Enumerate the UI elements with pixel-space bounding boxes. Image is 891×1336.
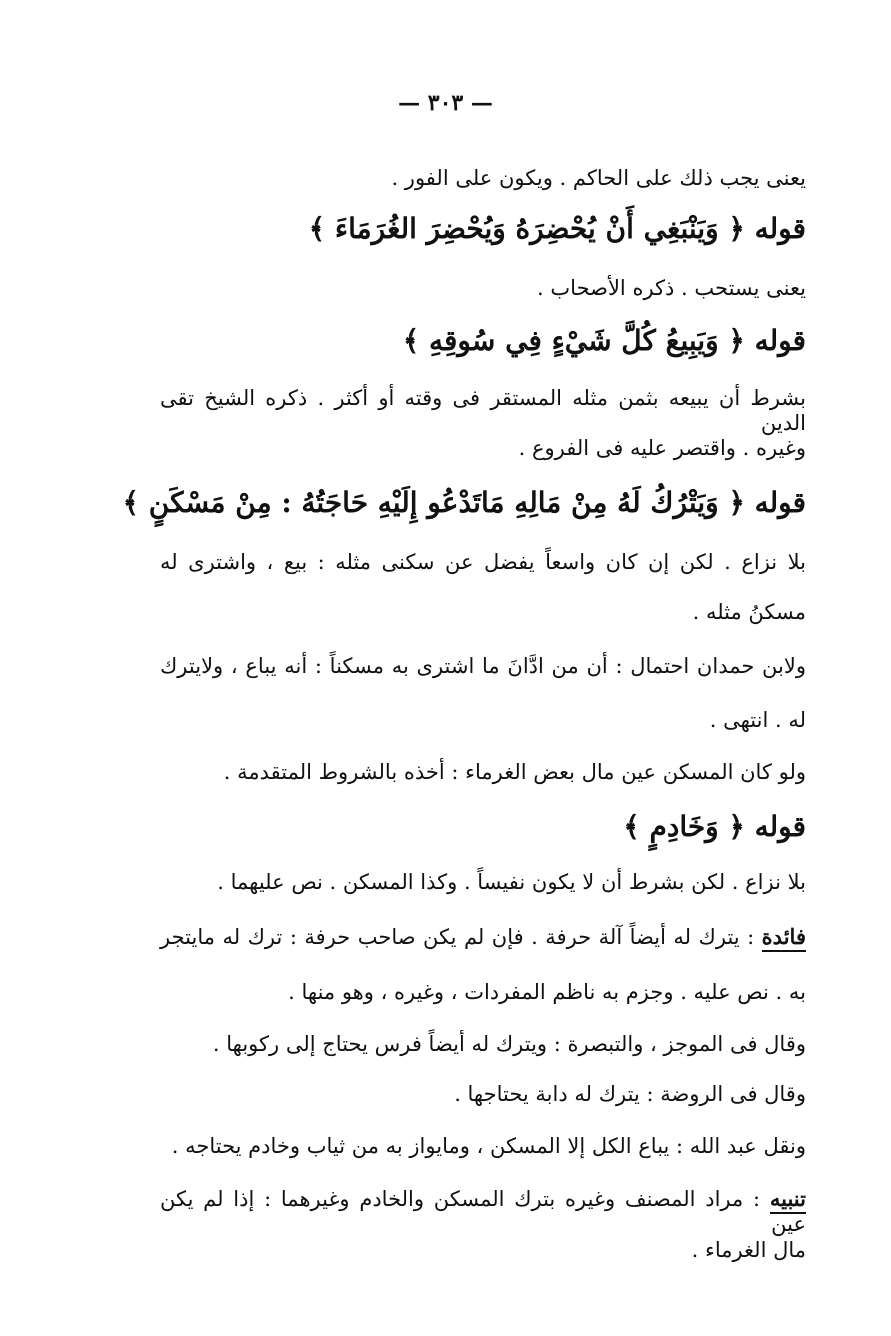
text-line: يعنى يستحب . ذكره الأصحاب .	[537, 276, 806, 300]
quran-quote: ﴿ وَيَتْرُكُ لَهُ مِنْ مَالِهِ مَاتَدْعُو إِلَيْهِ حَاجَتُهُ : مِنْ مَسْكَنٍ ﴾	[122, 486, 745, 519]
note-line	[160, 1186, 806, 1237]
quran-quote: ﴿ وَيَنْبَغِي أَنْ يُحْضِرَهُ وَيُحْضِرَ الغُرَمَاءَ ﴾	[308, 212, 745, 245]
quran-quote: ﴿ وَيَبِيعُ كُلَّ شَيْءٍ فِي سُوقِهِ ﴾	[402, 324, 745, 357]
quran-quote: ﴿ وَخَادِمٍ ﴾	[623, 810, 745, 843]
quote-heading	[123, 486, 806, 520]
heading-lead: قوله	[754, 324, 806, 357]
text-line: مسكنُ مثله .	[692, 600, 806, 624]
quote-heading	[623, 810, 806, 844]
note-line	[160, 924, 806, 950]
text-line: بلا نزاع . لكن بشرط أن لا يكون نفيساً . وكذا المسكن . نص عليهما .	[217, 870, 806, 894]
text-line: بلا نزاع . لكن إن كان واسعاً يفضل عن سكنى مثله : بيع ، واشترى له	[160, 550, 806, 574]
page-number: — ٣٠٣ —	[398, 90, 493, 116]
text-line: مال الغرماء .	[691, 1238, 806, 1262]
text-line: بشرط أن يبيعه بثمن مثله المستقر فى وقته أو أكثر . ذكره الشيخ تقى الدين	[160, 386, 806, 436]
text-line: ونقل عبد الله : يباع الكل إلا المسكن ، ومايواز به من ثياب وخادم يحتاجه .	[171, 1134, 806, 1158]
heading-lead: قوله	[754, 810, 806, 843]
text-line: يعنى يجب ذلك على الحاكم . ويكون على الفور .	[391, 166, 806, 190]
note-label: تنبيه	[770, 1186, 806, 1214]
note-label: فائدة	[762, 924, 806, 952]
note-text: : يترك له أيضاً آلة حرفة . فإن لم يكن صاحب حرفة : ترك له مايتجر	[160, 925, 755, 949]
text-line: به . نص عليه . وجزم به ناظم المفردات ، وغيره ، وهو منها .	[288, 980, 806, 1004]
text-line: ولابن حمدان احتمال : أن من ادَّانَ ما اشترى به مسكناً : أنه يباع ، ولايترك	[160, 654, 806, 678]
heading-lead: قوله	[754, 486, 806, 519]
quote-heading	[403, 324, 806, 358]
text-line: له . انتهى .	[709, 708, 806, 732]
text-line: وغيره . واقتصر عليه فى الفروع .	[518, 436, 806, 460]
note-text: : مراد المصنف وغيره بترك المسكن والخادم وغيرهما : إذا لم يكن عين	[160, 1187, 806, 1237]
text-line: ولو كان المسكن عين مال بعض الغرماء : أخذه بالشروط المتقدمة .	[223, 760, 806, 784]
heading-lead: قوله	[754, 212, 806, 245]
text-line: وقال فى الروضة : يترك له دابة يحتاجها .	[454, 1082, 806, 1106]
text-line: وقال فى الموجز ، والتبصرة : ويترك له أيضاً فرس يحتاج إلى ركوبها .	[212, 1032, 806, 1056]
quote-heading	[309, 212, 806, 246]
